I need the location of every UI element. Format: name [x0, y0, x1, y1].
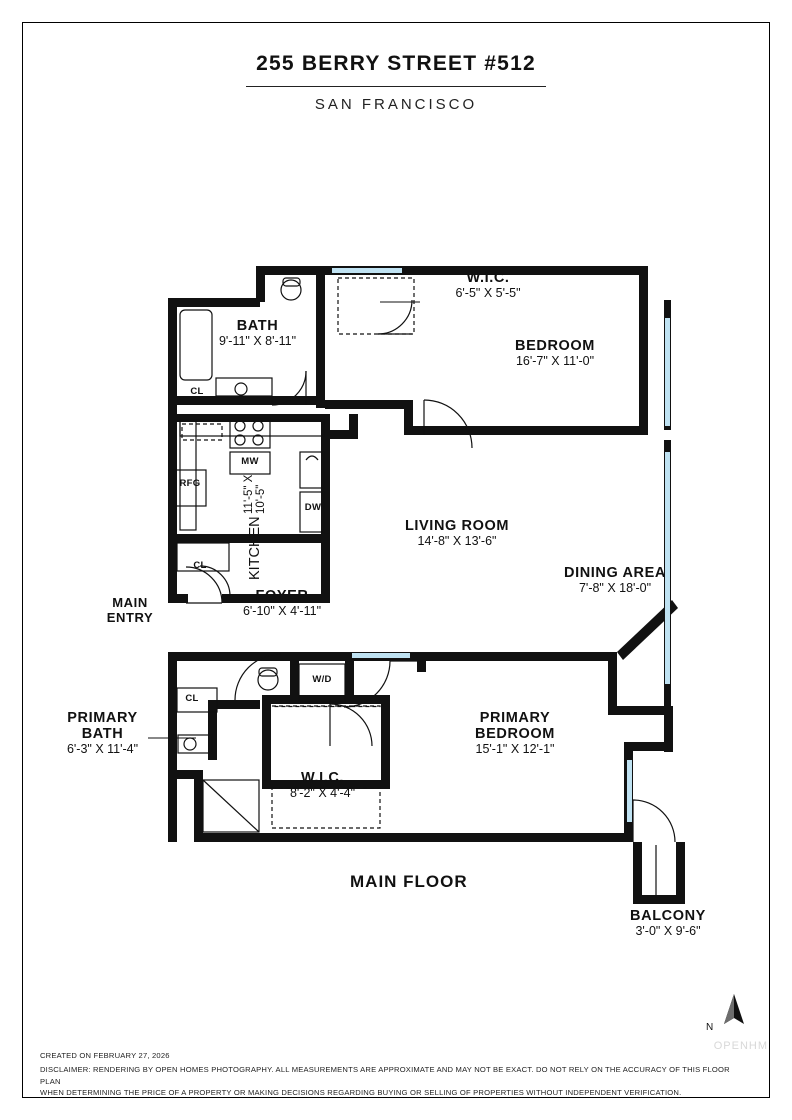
- room-label-balcony: BALCONY 3'-0" X 9'-6": [630, 908, 706, 939]
- room-label-primary-bedroom: PRIMARY BEDROOM 15'-1" X 12'-1": [475, 710, 555, 757]
- tag-closet-primary: CL: [185, 693, 199, 704]
- room-label-bath: BATH 9'-11" X 8'-11": [218, 318, 297, 349]
- room-label-foyer: FOYER 6'-10" X 4'-11": [242, 588, 322, 619]
- room-label-living: LIVING ROOM 14'-8" X 13'-6": [404, 518, 510, 549]
- page-subtitle: SAN FRANCISCO: [314, 96, 478, 113]
- watermark: OPENHM: [713, 1040, 768, 1052]
- floor-label: MAIN FLOOR: [350, 872, 468, 891]
- disclaimer-line-1: DISCLAIMER: RENDERING BY OPEN HOMES PHOTOGRAPHY. ALL MEASUREMENTS ARE APPROXIMATE AND MAY NOT BE EXACT. DO NOT RELY ON THE ACCURACY OF THIS FLOOR PLAN: [40, 1065, 730, 1086]
- tag-closet-bath: CL: [190, 386, 204, 397]
- tag-washer-dryer: W/D: [312, 674, 332, 685]
- room-label-wic-top: W.I.C. 6'-5" X 5'-5": [455, 270, 521, 301]
- tag-closet-foyer: CL: [193, 560, 207, 571]
- tag-dishwasher: DW: [304, 502, 322, 513]
- svg-text:N: N: [706, 1022, 714, 1033]
- main-entry-label: MAIN ENTRY: [106, 595, 154, 625]
- footer: [40, 1050, 740, 1099]
- room-label-bedroom: BEDROOM 16'-7" X 11'-0": [515, 338, 595, 369]
- room-label-dining: DINING AREA 7'-8" X 18'-0": [564, 565, 666, 596]
- tag-microwave: MW: [241, 456, 259, 467]
- page-title: 255 BERRY STREET #512: [256, 52, 536, 75]
- room-label-wic-bottom: W.I.C. 8'-2" X 4'-4": [289, 770, 356, 801]
- room-label-primary-bath: PRIMARY BATH 6'-3" X 11'-4": [66, 710, 139, 757]
- tag-refrigerator: RFG: [179, 478, 201, 489]
- created-date: CREATED ON FEBRUARY 27, 2026: [40, 1051, 170, 1060]
- disclaimer-line-2: WHEN DETERMINING THE PRICE OF A PROPERTY OR MAKING DECISIONS REGARDING BUYING OR SELLING OF PROPERTIES WITHOUT INDEPENDENT VERIFICATION.: [40, 1088, 682, 1098]
- room-label-kitchen: KITCHEN 11'-5" X 10'-5": [243, 475, 267, 580]
